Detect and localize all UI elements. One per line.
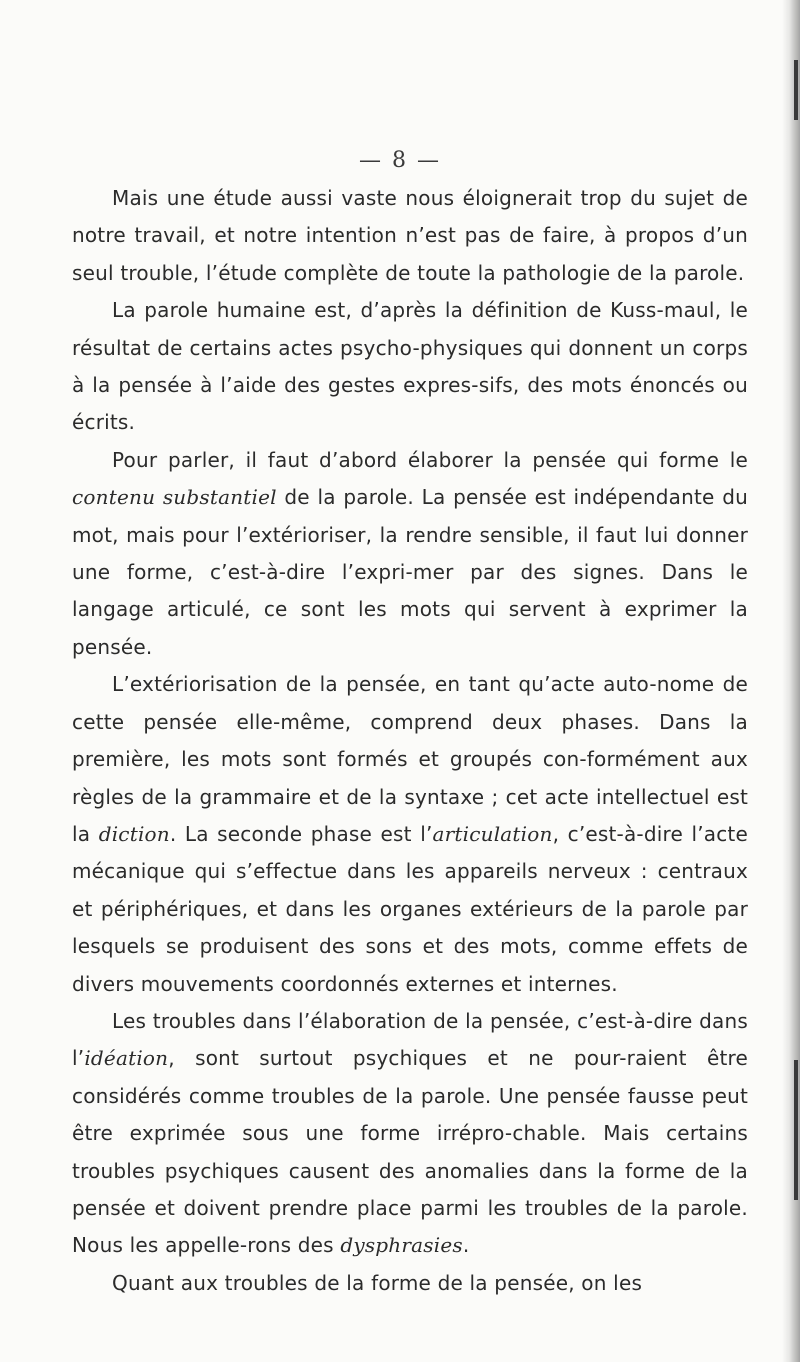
- text-run: .: [462, 1233, 470, 1258]
- italic-term: idéation: [84, 1046, 169, 1071]
- body-text: [72, 180, 748, 1302]
- italic-term: contenu substantiel: [72, 485, 277, 510]
- paragraph: [72, 180, 748, 292]
- text-run: Les troubles dans l’élaboration de la pensée, c’est-à-dire dans l’: [72, 1008, 748, 1071]
- text-run: Quant aux troubles de la forme de la pensée, on les: [112, 1270, 643, 1295]
- italic-term: articulation: [432, 821, 553, 846]
- text-run: Mais une étude aussi vaste nous éloignerait trop du sujet de notre travail, et notre intention n’est pas de faire, à propos d’un seul trouble, l’étude complète de toute la pathologie de la parole.: [72, 186, 748, 285]
- text-run: La parole humaine est, d’après la définition de Kuss-maul, le résultat de certains actes psycho-physiques qui donnent un corps à la pensée à l’aide des gestes expres-sifs, des mots énoncés ou écrits.: [72, 298, 748, 435]
- text-run: de la parole. La pensée est indépendante du mot, mais pour l’extérioriser, la rendre sensible, il faut lui donner une forme, c’est-à-dire l’expri-mer par des signes. Dans le langage articulé, ce sont les mots qui servent à exprimer la pensée.: [72, 485, 748, 659]
- paragraph: [72, 292, 748, 442]
- text-run: . La seconde phase est l’: [169, 821, 433, 846]
- paragraph: [72, 1265, 748, 1302]
- page-edge-mark: [794, 60, 798, 120]
- text-run: Pour parler, il faut d’abord élaborer la pensée qui forme le: [112, 447, 748, 472]
- text-run: , c’est-à-dire l’acte mécanique qui s’effectue dans les appareils nerveux : centraux et périphériques, et dans les organes extérieurs de la parole par lesquels se produisent des sons et des mots, comme effets de divers mouvements coordonnés externes et internes.: [72, 821, 748, 996]
- paragraph: [72, 442, 748, 666]
- italic-term: diction: [98, 821, 170, 846]
- page-number: — 8 —: [359, 148, 441, 173]
- paragraph: [72, 666, 748, 1003]
- text-run: , sont surtout psychiques et ne pour-raient être considérés comme troubles de la parole. Une pensée fausse peut être exprimée sous une forme irrépro-chable. Mais certains troubles psychiques causent des anomalies dans la forme de la pensée et doivent prendre place parmi les troubles de la parole. Nous les appelle-rons des: [72, 1046, 748, 1258]
- paragraph: [72, 1003, 748, 1265]
- page-edge-mark: [794, 1060, 798, 1200]
- text-run: L’extériorisation de la pensée, en tant qu’acte auto-nome de cette pensée elle-même, comprend deux phases. Dans la première, les mots sont formés et groupés con-formément aux règles de la grammaire et de la syntaxe ; cet acte intellectuel est la: [72, 672, 748, 846]
- italic-term: dysphrasies: [340, 1233, 463, 1258]
